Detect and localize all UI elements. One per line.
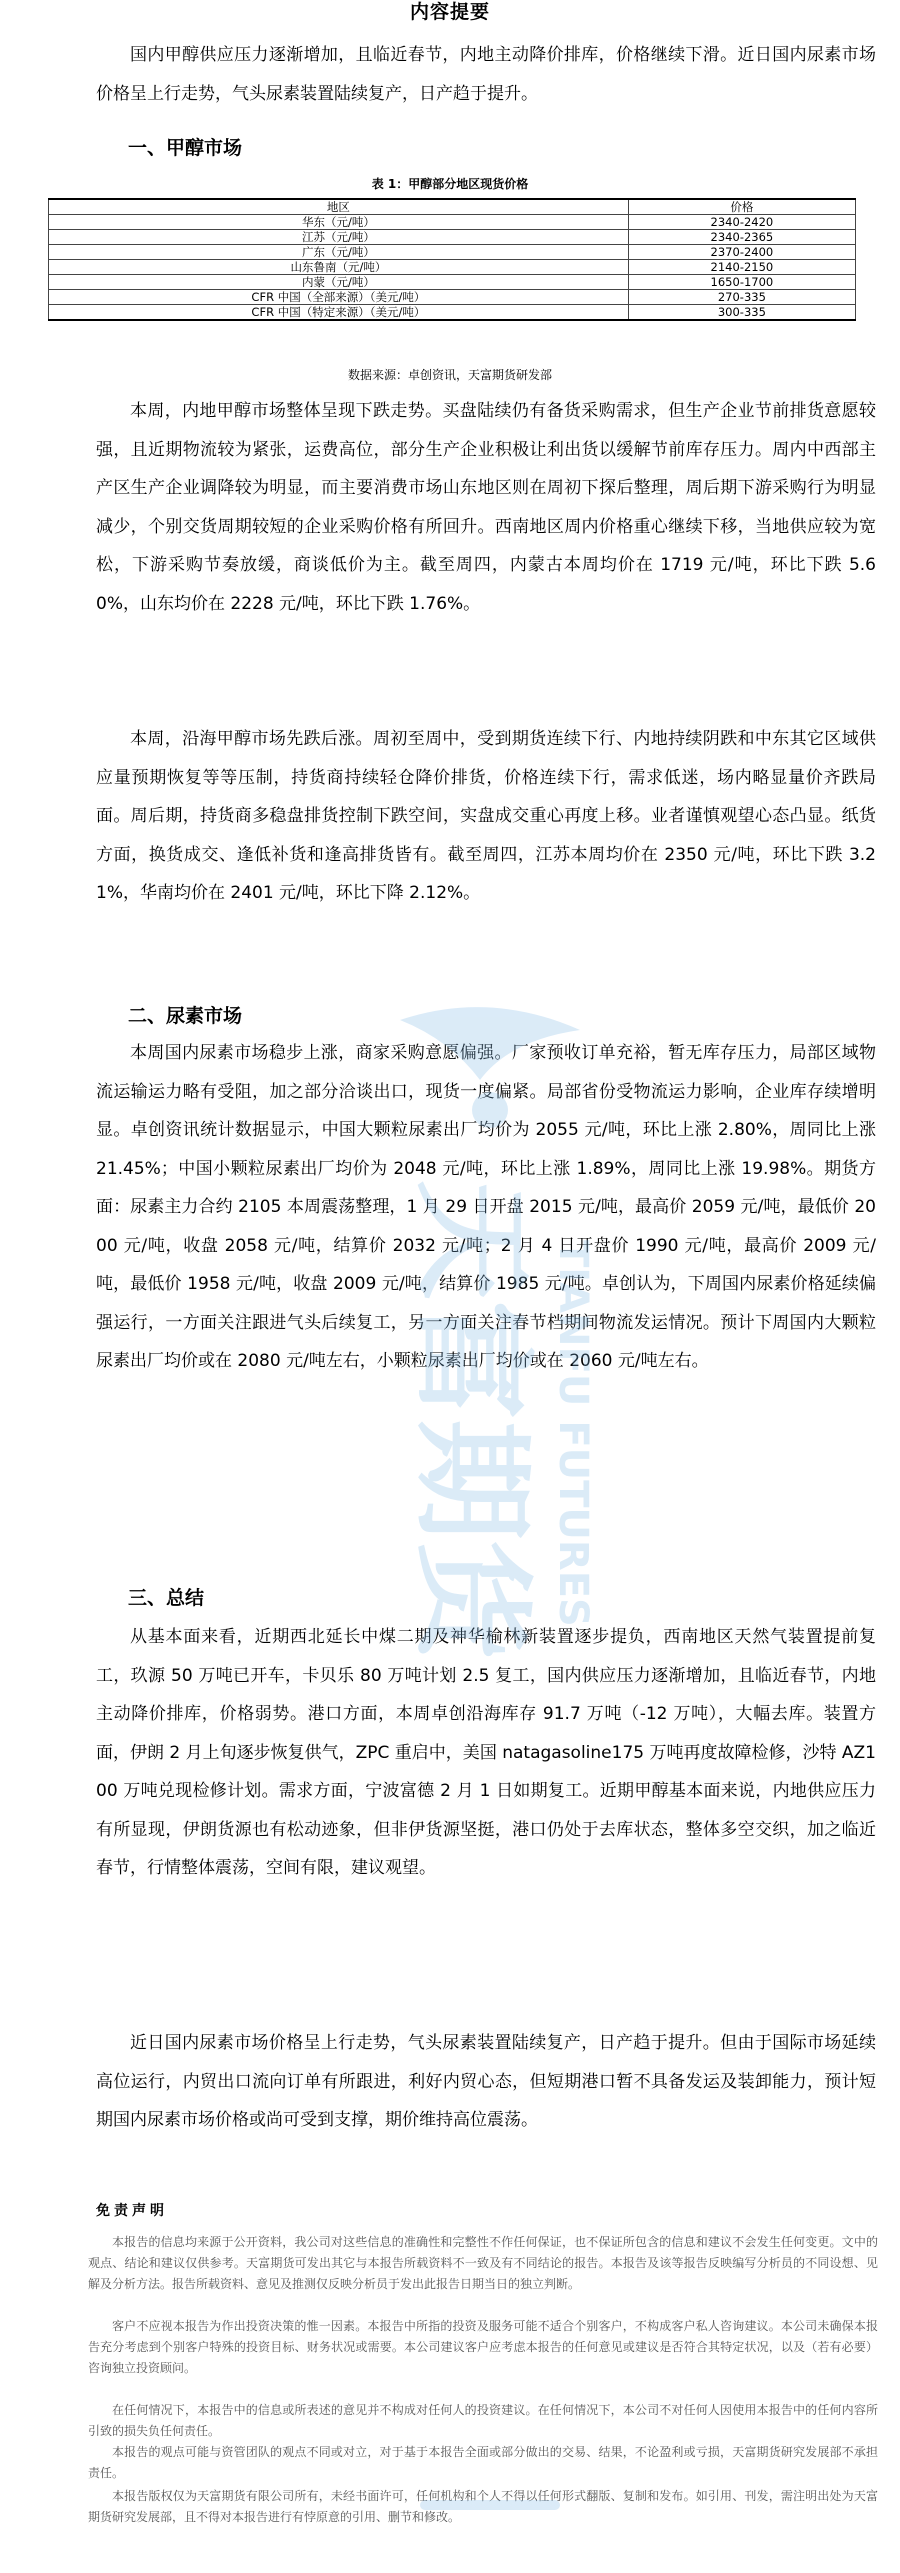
watermark-text-en: TIANFU FUTURES	[550, 1240, 596, 1627]
conclusion-methanol-paragraph: 从基本面来看，近期西北延长中煤二期及神华榆林新装置逐步提负，西南地区天然气装置提前复工，玖源 50 万吨已开车，卡贝乐 80 万吨计划 2.5 复工，国内供应压力逐渐增加，且临近春节，内地主动降价排库，价格弱势。港口方面，本周卓创沿海库存 91.7 万吨（-12 万吨），大幅去库。装置方面，伊朗 2 月上旬逐步恢复供气，ZPC 重启中，美国 natagasoline175 万吨再度故障检修，沙特 AZ100 万吨兑现检修计划。需求方面，宁波富德 2 月 1 日如期复工。近期甲醇基本面来说，内地供应压力有所显现，伊朗货源也有松动迹象，但非伊货源坚挺，港口仍处于去库状态，整体多空交织，加之临近春节，行情整体震荡，空间有限，建议观望。	[96, 1627, 876, 1878]
methanol-coastal-paragraph: 本周，沿海甲醇市场先跌后涨。周初至周中，受到期货连续下行、内地持续阴跌和中东其它区域供应量预期恢复等等压制，持货商持续轻仓降价排货，价格连续下行，需求低迷，场内略显量价齐跌局面。周后期，持货商多稳盘排货控制下跌空间，实盘成交重心再度上移。业者谨慎观望心态凸显。纸货方面，换货成交、逢低补货和逢高排货皆有。截至周四，江苏本周均价在 2350 元/吨，环比下跌 3.21%，华南均价在 2401 元/吨，环比下降 2.12%。	[96, 729, 876, 903]
price-cell: 2140-2150	[628, 260, 855, 275]
price-cell: 300-335	[628, 305, 855, 321]
disclaimer-paragraph: 本报告版权仅为天富期货有限公司所有，未经书面许可，任何机构和个人不得以任何形式翻版、复制和发布。如引用、刊发，需注明出处为天富期货研究发展部，且不得对本报告进行有悖原意的引用、删节和修改。	[88, 2489, 878, 2525]
urea-market-paragraph: 本周国内尿素市场稳步上涨，商家采购意愿偏强。厂家预收订单充裕，暂无库存压力，局部区域物流运输运力略有受阻，加之部分洽谈出口，现货一度偏紧。局部省份受物流运力影响，企业库存续增明显。卓创资讯统计数据显示，中国大颗粒尿素出厂均价为 2055 元/吨，环比上涨 2.80%，周同比上涨 21.45%；中国小颗粒尿素出厂均价为 2048 元/吨，环比上涨 1.89%，周同比上涨 19.98%。期货方面：尿素主力合约 2105 本周震荡整理，1 月 29 日开盘 2015 元/吨，最高价 2059 元/吨，最低价 2000 元/吨，收盘 2058 元/吨，结算价 2032 元/吨；2 月 4 日开盘价 1990 元/吨，最高价 2009 元/吨，最低价 1958 元/吨，收盘 2009 元/吨，结算价 1985 元/吨。卓创认为，下周国内尿素价格延续偏强运行，一方面关注跟进气头后续复工，另一方面关注春节档期间物流发运情况。预计下周国内大颗粒尿素出厂均价或在 2080 元/吨左右，小颗粒尿素出厂均价或在 2060 元/吨左右。	[96, 1043, 876, 1371]
table-row	[49, 215, 856, 230]
table-row	[49, 245, 856, 260]
region-cell: 山东鲁南（元/吨）	[49, 260, 629, 275]
disclaimer-paragraph: 在任何情况下，本报告中的信息或所表述的意见并不构成对任何人的投资建议。在任何情况下，本公司不对任何人因使用本报告中的任何内容所引致的损失负任何责任。	[88, 2403, 878, 2439]
watermark-text-cn: 天富期货	[401, 1180, 540, 1660]
section-heading-methanol: 一、甲醇市场	[128, 137, 243, 159]
table-row	[49, 260, 856, 275]
price-cell: 270-335	[628, 290, 855, 305]
price-cell: 2340-2365	[628, 230, 855, 245]
disclaimer-paragraph: 本报告的信息均来源于公开资料，我公司对这些信息的准确性和完整性不作任何保证，也不保证所包含的信息和建议不会发生任何变更。文中的观点、结论和建议仅供参考。天富期货可发出其它与本报告所载资料不一致及有不同结论的报告。本报告及该等报告反映编写分析员的不同设想、见解及分析方法。报告所载资料、意见及推测仅反映分析员于发出此报告日期当日的独立判断。	[88, 2235, 878, 2292]
table-source-note: 数据来源：卓创资讯，天富期货研发部	[347, 368, 552, 382]
summary-paragraph: 国内甲醇供应压力逐渐增加，且临近春节，内地主动降价排库，价格继续下滑。近日国内尿素市场价格呈上行走势，气头尿素装置陆续复产，日产趋于提升。	[96, 45, 876, 104]
disclaimer-title: 免责声明	[96, 2203, 168, 2219]
table-row	[49, 230, 856, 245]
region-cell: 广东（元/吨）	[49, 245, 629, 260]
table-header-row	[49, 199, 856, 215]
region-cell: CFR 中国（特定来源）（美元/吨）	[49, 305, 629, 321]
column-header-region: 地区	[49, 199, 629, 215]
disclaimer-paragraph: 客户不应视本报告为作出投资决策的惟一因素。本报告中所指的投资及服务可能不适合个别客户，不构成客户私人咨询建议。本公司未确保本报告充分考虑到个别客户特殊的投资目标、财务状况或需要。本公司建议客户应考虑本报告的任何意见或建议是否符合其特定状况，以及（若有必要）咨询独立投资顾问。	[88, 2319, 878, 2376]
methanol-inland-paragraph: 本周，内地甲醇市场整体呈现下跌走势。买盘陆续仍有备货采购需求，但生产企业节前排货意愿较强，且近期物流较为紧张，运费高位，部分生产企业积极让利出货以缓解节前库存压力。周内中西部主产区生产企业调降较为明显，而主要消费市场山东地区则在周初下探后整理，周后期下游采购行为明显减少，个别交货周期较短的企业采购价格有所回升。西南地区周内价格重心继续下移，当地供应较为宽松，下游采购节奏放缓，商谈低价为主。截至周四，内蒙古本周均价在 1719 元/吨，环比下跌 5.60%，山东均价在 2228 元/吨，环比下跌 1.76%。	[96, 401, 876, 614]
table-row	[49, 290, 856, 305]
price-cell: 2340-2420	[628, 215, 855, 230]
disclaimer-paragraph: 本报告的观点可能与资管团队的观点不同或对立，对于基于本报告全面或部分做出的交易、结果，不论盈利或亏损，天富期货研究发展部不承担责任。	[88, 2445, 878, 2481]
column-header-price: 价格	[628, 199, 855, 215]
region-cell: 华东（元/吨）	[49, 215, 629, 230]
page-title: 内容提要	[409, 1, 490, 23]
methanol-price-table	[48, 198, 856, 321]
region-cell: 江苏（元/吨）	[49, 230, 629, 245]
section-heading-summary: 三、总结	[128, 1587, 205, 1609]
price-cell: 1650-1700	[628, 275, 855, 290]
price-cell: 2370-2400	[628, 245, 855, 260]
conclusion-urea-paragraph: 近日国内尿素市场价格呈上行走势，气头尿素装置陆续复产，日产趋于提升。但由于国际市场延续高位运行，内贸出口流向订单有所跟进，利好内贸心态，但短期港口暂不具备发运及装卸能力，预计短期国内尿素市场价格或尚可受到支撑，期价维持高位震荡。	[96, 2033, 876, 2130]
table-row	[49, 275, 856, 290]
region-cell: CFR 中国（全部来源）（美元/吨）	[49, 290, 629, 305]
table-caption: 表 1：甲醇部分地区现货价格	[371, 177, 529, 191]
section-heading-urea: 二、尿素市场	[128, 1005, 243, 1027]
table-row	[49, 305, 856, 321]
region-cell: 内蒙（元/吨）	[49, 275, 629, 290]
